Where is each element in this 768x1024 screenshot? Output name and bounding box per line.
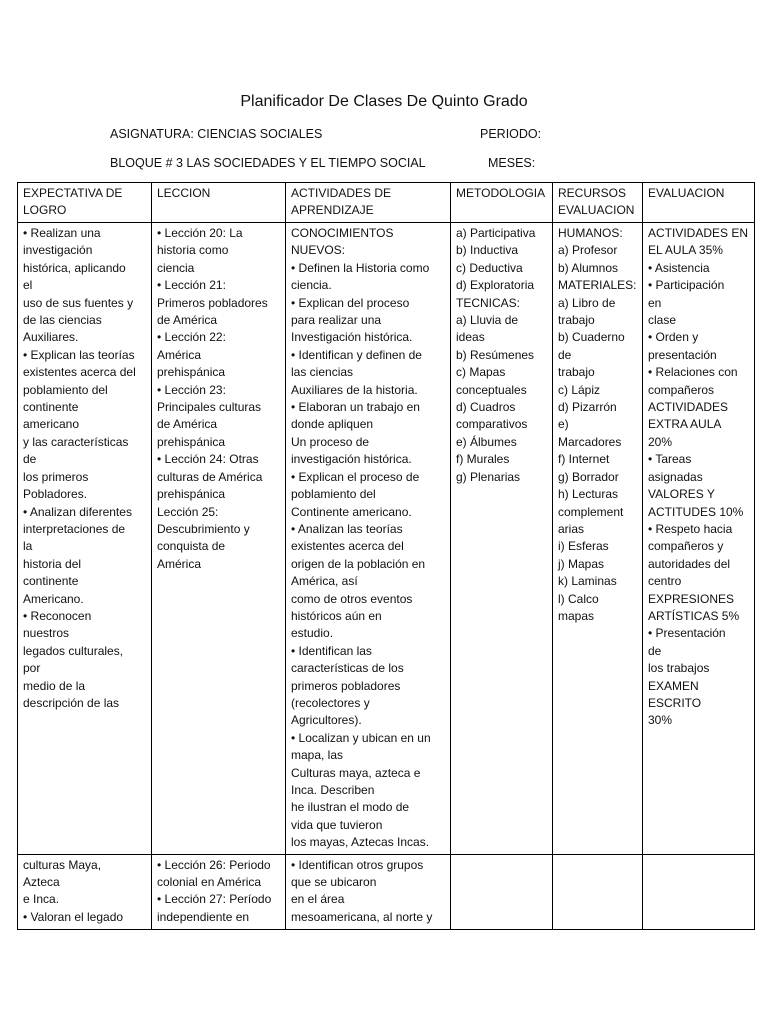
cell-line: descripción de las bbox=[23, 695, 120, 710]
cell-line: Continente americano. bbox=[291, 504, 412, 519]
cell-line: e) Álbumes bbox=[456, 434, 517, 449]
cell-line: d) Pizarrón bbox=[558, 400, 617, 415]
cell-line: Azteca bbox=[23, 875, 60, 890]
table-row bbox=[18, 854, 755, 929]
cell-line: asignadas bbox=[648, 469, 703, 484]
months-label: MESES: bbox=[488, 156, 536, 170]
cell-line: continente bbox=[23, 400, 79, 415]
cell-line: existentes acerca del bbox=[291, 539, 404, 554]
cell-line: • Realizan una bbox=[23, 226, 101, 240]
cell-line: ACTIVIDADES DE bbox=[291, 186, 392, 200]
cell-line: poblamiento del bbox=[291, 487, 376, 502]
subject-label: ASIGNATURA: CIENCIAS SOCIALES bbox=[110, 127, 323, 141]
cell-line: k) Laminas bbox=[558, 574, 617, 589]
cell-line: independiente en bbox=[157, 909, 250, 924]
cell-line: • Reconocen bbox=[23, 608, 92, 623]
cell-line: • Lección 20: La bbox=[157, 226, 243, 240]
cell-line: ACTIVIDADES EN bbox=[648, 226, 749, 240]
cell-line: ciencia bbox=[157, 260, 195, 275]
cell-line: ARTÍSTICAS 5% bbox=[648, 608, 740, 623]
cell-line: e Inca. bbox=[23, 892, 60, 907]
cell-line: compañeros y bbox=[648, 539, 724, 554]
cell-line: de bbox=[23, 452, 37, 467]
cell-line: • Analizan las teorías bbox=[291, 521, 403, 536]
cell-line: América bbox=[157, 347, 202, 362]
cell-line: a) Libro de bbox=[558, 295, 616, 310]
cell-line: CONOCIMIENTOS bbox=[291, 226, 394, 240]
cell-line: Investigación histórica. bbox=[291, 330, 413, 345]
cell-line: por bbox=[23, 661, 41, 676]
cell-line: • Respeto hacia bbox=[648, 521, 733, 536]
table-cell bbox=[286, 854, 451, 929]
cell-line: EL AULA 35% bbox=[648, 243, 723, 258]
table-cell bbox=[152, 854, 286, 929]
cell-line: • Tareas bbox=[648, 452, 692, 467]
cell-line: Culturas maya, azteca e bbox=[291, 765, 421, 780]
cell-line: históricos aún en bbox=[291, 608, 382, 623]
table-cell bbox=[643, 854, 755, 929]
cell-line: • Relaciones con bbox=[648, 365, 738, 380]
cell-line: NUEVOS: bbox=[291, 243, 346, 258]
cell-line: el bbox=[23, 278, 33, 293]
cell-line: medio de la bbox=[23, 678, 86, 693]
cell-line: mapa, las bbox=[291, 748, 344, 763]
cell-line: conquista de bbox=[157, 539, 226, 554]
cell-line: b) Alumnos bbox=[558, 260, 619, 275]
cell-line: presentación bbox=[648, 347, 717, 362]
cell-line: • Asistencia bbox=[648, 260, 710, 275]
cell-line: • Explican del proceso bbox=[291, 295, 410, 310]
cell-line: • Lección 23: bbox=[157, 382, 226, 397]
cell-line: HUMANOS: bbox=[558, 226, 623, 240]
cell-line: para realizar una bbox=[291, 313, 382, 328]
cell-line: que se ubicaron bbox=[291, 875, 377, 890]
column-header bbox=[286, 183, 451, 223]
cell-line: g) Plenarias bbox=[456, 469, 521, 484]
cell-line: c) Deductiva bbox=[456, 260, 523, 275]
cell-line: las ciencias bbox=[291, 365, 354, 380]
cell-line: j) Mapas bbox=[558, 556, 605, 571]
cell-line: Marcadores bbox=[558, 434, 622, 449]
cell-line: e) bbox=[558, 417, 569, 432]
cell-line: continente bbox=[23, 574, 79, 589]
table-cell bbox=[286, 223, 451, 855]
cell-line: 20% bbox=[648, 434, 673, 449]
cell-line: ESCRITO bbox=[648, 695, 702, 710]
cell-line: donde apliquen bbox=[291, 417, 374, 432]
cell-line: l) Calco bbox=[558, 591, 599, 606]
cell-line: Lección 25: bbox=[157, 504, 219, 519]
cell-line: f) Internet bbox=[558, 452, 610, 467]
cell-line: • Definen la Historia como bbox=[291, 260, 430, 275]
cell-line: historia como bbox=[157, 243, 229, 258]
cell-line: RECURSOS bbox=[558, 186, 627, 200]
cell-line: prehispánica bbox=[157, 487, 226, 502]
cell-line: EXTRA AULA bbox=[648, 417, 722, 432]
cell-line: TECNICAS: bbox=[456, 295, 521, 310]
cell-line: los mayas, Aztecas Incas. bbox=[291, 835, 430, 850]
cell-line: • Lección 27: Período bbox=[157, 892, 272, 907]
table-cell bbox=[451, 854, 553, 929]
cell-line: interpretaciones de bbox=[23, 521, 126, 536]
cell-line: origen de la población en bbox=[291, 556, 426, 571]
cell-line: de América bbox=[157, 313, 218, 328]
cell-line: • Orden y bbox=[648, 330, 699, 345]
lesson-planner-table bbox=[17, 182, 755, 930]
cell-line: Primeros pobladores bbox=[157, 295, 268, 310]
cell-line: EXPECTATIVA DE bbox=[23, 186, 123, 200]
cell-line: EXPRESIONES bbox=[648, 591, 735, 606]
cell-line: características de los bbox=[291, 661, 404, 676]
table-cell bbox=[18, 854, 152, 929]
cell-line: EVALUACION bbox=[648, 186, 725, 200]
cell-line: d) Cuadros bbox=[456, 400, 516, 415]
cell-line: primeros pobladores bbox=[291, 678, 401, 693]
cell-line: • Identifican las bbox=[291, 643, 372, 658]
cell-line: trabajo bbox=[558, 313, 595, 328]
cell-line: LECCION bbox=[157, 186, 211, 200]
cell-line: • Identifican y definen de bbox=[291, 347, 422, 362]
cell-line: América bbox=[157, 556, 202, 571]
cell-line: • Analizan diferentes bbox=[23, 504, 132, 519]
cell-line: arias bbox=[558, 521, 585, 536]
cell-line: Principales culturas bbox=[157, 400, 262, 415]
cell-line: América, así bbox=[291, 574, 358, 589]
cell-line: • Lección 26: Periodo bbox=[157, 857, 271, 872]
cell-line: y las características bbox=[23, 434, 129, 449]
cell-line: compañeros bbox=[648, 382, 715, 397]
cell-line: de bbox=[648, 643, 662, 658]
cell-line: poblamiento del bbox=[23, 382, 108, 397]
cell-line: ideas bbox=[456, 330, 485, 345]
cell-line: EVALUACION bbox=[558, 203, 635, 218]
cell-line: trabajo bbox=[558, 365, 595, 380]
cell-line: culturas de América bbox=[157, 469, 263, 484]
cell-line: a) Lluvia de bbox=[456, 313, 519, 328]
cell-line: la bbox=[23, 539, 33, 554]
cell-line: conceptuales bbox=[456, 382, 527, 397]
cell-line: Agricultores). bbox=[291, 713, 362, 728]
cell-line: b) Resúmenes bbox=[456, 347, 535, 362]
cell-line: culturas Maya, bbox=[23, 857, 102, 872]
cell-line: i) Esferas bbox=[558, 539, 609, 554]
cell-line: existentes acerca del bbox=[23, 365, 136, 380]
cell-line: historia del bbox=[23, 556, 82, 571]
cell-line: • Elaboran un trabajo en bbox=[291, 400, 420, 415]
cell-line: c) Lápiz bbox=[558, 382, 601, 397]
cell-line: MATERIALES: bbox=[558, 278, 637, 293]
cell-line: • Presentación bbox=[648, 626, 726, 641]
cell-line: METODOLOGIA bbox=[456, 186, 546, 200]
cell-line: en bbox=[648, 295, 662, 310]
document-title: Planificador De Clases De Quinto Grado bbox=[240, 93, 528, 110]
cell-line: de las ciencias bbox=[23, 313, 102, 328]
cell-line: los trabajos bbox=[648, 661, 710, 676]
cell-line: investigación histórica. bbox=[291, 452, 412, 467]
cell-line: estudio. bbox=[291, 626, 334, 641]
cell-line: b) Inductiva bbox=[456, 243, 519, 258]
cell-line: americano bbox=[23, 417, 80, 432]
table-cell bbox=[553, 223, 643, 855]
block-label: BLOQUE # 3 LAS SOCIEDADES Y EL TIEMPO SOCIAL bbox=[110, 156, 426, 170]
cell-line: histórica, aplicando bbox=[23, 260, 126, 275]
cell-line: complement bbox=[558, 504, 624, 519]
cell-line: VALORES Y bbox=[648, 487, 715, 502]
cell-line: Inca. Describen bbox=[291, 783, 375, 797]
cell-line: Auxiliares. bbox=[23, 330, 79, 345]
cell-line: d) Exploratoria bbox=[456, 278, 535, 293]
cell-line: g) Borrador bbox=[558, 469, 619, 484]
period-label: PERIODO: bbox=[480, 127, 542, 141]
cell-line: c) Mapas bbox=[456, 365, 506, 380]
cell-line: uso de sus fuentes y bbox=[23, 295, 134, 310]
cell-line: prehispánica bbox=[157, 365, 226, 380]
cell-line: prehispánica bbox=[157, 434, 226, 449]
cell-line: vida que tuvieron bbox=[291, 817, 383, 832]
column-header bbox=[553, 183, 643, 223]
cell-line: • Lección 24: Otras bbox=[157, 452, 259, 467]
cell-line: • Lección 22: bbox=[157, 330, 226, 345]
cell-line: EXAMEN bbox=[648, 678, 699, 693]
cell-line: ciencia. bbox=[291, 278, 332, 293]
table-cell bbox=[643, 223, 755, 855]
cell-line: de América bbox=[157, 417, 218, 432]
cell-line: • Explican las teorías bbox=[23, 347, 135, 362]
cell-line: ACTIVIDADES bbox=[648, 400, 729, 415]
cell-line: 30% bbox=[648, 713, 673, 728]
table-cell bbox=[451, 223, 553, 855]
cell-line: Auxiliares de la historia. bbox=[291, 382, 418, 397]
table-row bbox=[18, 223, 755, 855]
cell-line: en el área bbox=[291, 892, 345, 907]
cell-line: • Localizan y ubican en un bbox=[291, 730, 431, 745]
cell-line: ACTITUDES 10% bbox=[648, 504, 744, 519]
cell-line: a) Profesor bbox=[558, 243, 618, 258]
cell-line: • Lección 21: bbox=[157, 278, 226, 293]
cell-line: Descubrimiento y bbox=[157, 521, 250, 536]
cell-line: b) Cuaderno bbox=[558, 330, 625, 345]
column-header bbox=[152, 183, 286, 223]
cell-line: colonial en América bbox=[157, 875, 262, 890]
cell-line: h) Lecturas bbox=[558, 487, 619, 502]
column-header bbox=[18, 183, 152, 223]
cell-line: de bbox=[558, 347, 572, 362]
cell-line: • Identifican otros grupos bbox=[291, 857, 424, 872]
cell-line: mesoamericana, al norte y bbox=[291, 909, 433, 924]
cell-line: centro bbox=[648, 574, 682, 589]
table-cell bbox=[152, 223, 286, 855]
cell-line: • Valoran el legado bbox=[23, 909, 124, 924]
column-header bbox=[643, 183, 755, 223]
cell-line: autoridades del bbox=[648, 556, 731, 571]
cell-line: los primeros bbox=[23, 469, 89, 484]
cell-line: Un proceso de bbox=[291, 434, 370, 449]
cell-line: comparativos bbox=[456, 417, 528, 432]
cell-line: clase bbox=[648, 313, 677, 328]
cell-line: • Participación bbox=[648, 278, 725, 293]
cell-line: he ilustran el modo de bbox=[291, 800, 410, 815]
cell-line: mapas bbox=[558, 608, 595, 623]
cell-line: legados culturales, bbox=[23, 643, 124, 658]
header-row bbox=[18, 183, 755, 223]
cell-line: nuestros bbox=[23, 626, 70, 641]
cell-line: como de otros eventos bbox=[291, 591, 413, 606]
cell-line: LOGRO bbox=[23, 203, 67, 218]
cell-line: • Explican el proceso de bbox=[291, 469, 420, 484]
cell-line: (recolectores y bbox=[291, 695, 370, 710]
column-header bbox=[451, 183, 553, 223]
cell-line: Americano. bbox=[23, 591, 84, 606]
cell-line: a) Participativa bbox=[456, 226, 536, 240]
cell-line: investigación bbox=[23, 243, 93, 258]
table-cell bbox=[553, 854, 643, 929]
cell-line: Pobladores. bbox=[23, 487, 88, 502]
table-cell bbox=[18, 223, 152, 855]
cell-line: f) Murales bbox=[456, 452, 510, 467]
cell-line: APRENDIZAJE bbox=[291, 203, 374, 218]
